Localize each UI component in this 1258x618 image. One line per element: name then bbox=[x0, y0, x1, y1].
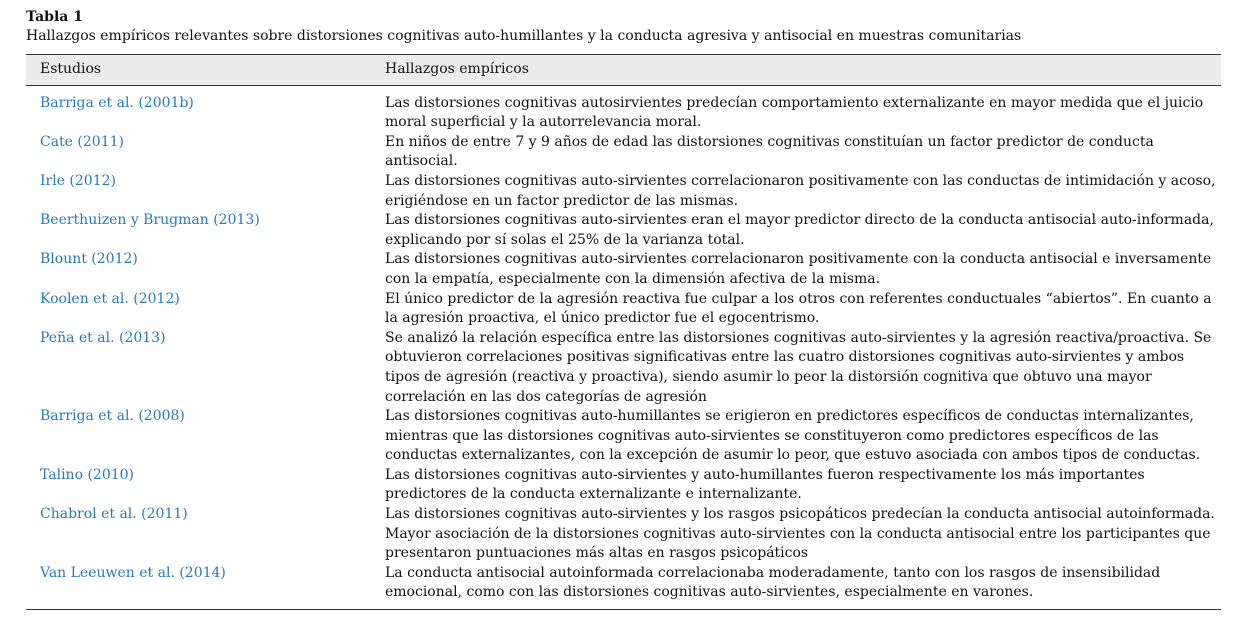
header-findings: Hallazgos empíricos bbox=[385, 61, 529, 77]
finding-text: El único predictor de la agresión reactiva fue culpar a los otros con referentes conductuales “abiertos”. En cuanto a la agresión proactiva, el único predictor fue el egocentrismo. bbox=[385, 290, 1212, 327]
table-row bbox=[26, 133, 1221, 172]
table-row bbox=[26, 407, 1221, 466]
table-caption: Hallazgos empíricos relevantes sobre distorsiones cognitivas auto-humillantes y la conducta agresiva y antisocial en muestras comunitarias bbox=[26, 28, 1022, 44]
study-link[interactable]: Barriga et al. (2008) bbox=[40, 408, 185, 425]
study-link[interactable]: Barriga et al. (2001b) bbox=[40, 94, 194, 111]
study-link[interactable]: Koolen et al. (2012) bbox=[40, 290, 180, 307]
study-link[interactable]: Chabrol et al. (2011) bbox=[40, 506, 188, 523]
table-row bbox=[26, 250, 1221, 289]
study-link[interactable]: Blount (2012) bbox=[40, 251, 138, 268]
table-row bbox=[26, 329, 1221, 407]
header-studies: Estudios bbox=[40, 61, 102, 77]
study-link[interactable]: Cate (2011) bbox=[40, 133, 124, 150]
table-row bbox=[26, 466, 1221, 505]
finding-text: Las distorsiones cognitivas autosirvientes predecían comportamiento externalizante en mayor medida que el juicio moral superficial y la autorrelevancia moral. bbox=[385, 94, 1204, 131]
finding-text: Las distorsiones cognitivas auto-sirvientes y los rasgos psicopáticos predecían la conducta antisocial autoinformada. Mayor asociación de la distorsiones cognitivas auto-sirvientes con la conducta antisocial entre los participantes que presentaron puntuaciones más altas en rasgos psicopáticos bbox=[385, 506, 1215, 562]
finding-text: Las distorsiones cognitivas auto-humillantes se erigieron en predictores específicos de conductas internalizantes, mientras que las distorsiones cognitivas auto-sirvientes se constituyeron como predictores específicos de las conductas externalizantes, con la excepción de asumir lo peor, que estuvo asociada con ambos tipos de conductas. bbox=[385, 408, 1201, 464]
table-row bbox=[26, 564, 1221, 610]
study-link[interactable]: Van Leeuwen et al. (2014) bbox=[40, 564, 226, 581]
finding-text: Las distorsiones cognitivas auto-sirvientes eran el mayor predictor directo de la conducta antisocial auto-informada, explicando por sí solas el 25% de la varianza total. bbox=[385, 212, 1214, 248]
findings-table bbox=[26, 54, 1221, 610]
study-link[interactable]: Talino (2010) bbox=[40, 466, 135, 483]
table-header-row bbox=[26, 55, 1221, 86]
study-link[interactable]: Beerthuizen y Brugman (2013) bbox=[40, 212, 260, 229]
finding-text: En niños de entre 7 y 9 años de edad las distorsiones cognitivas constituían un factor predictor de conducta antisocial. bbox=[385, 133, 1154, 170]
table-title: Tabla 1 bbox=[26, 9, 83, 25]
finding-text: La conducta antisocial autoinformada correlacionaba moderadamente, tanto con los rasgos de insensibilidad emocional, como con las distorsiones cognitivas auto-sirvientes, especialmente en varones. bbox=[385, 564, 1161, 601]
study-link[interactable]: Irle (2012) bbox=[40, 172, 116, 189]
table-row bbox=[26, 290, 1221, 329]
table-row bbox=[26, 211, 1221, 250]
table-row bbox=[26, 505, 1221, 564]
table-row bbox=[26, 85, 1221, 133]
finding-text: Se analizó la relación específica entre las distorsiones cognitivas auto-sirvientes y la agresión reactiva/proactiva. Se obtuvieron correlaciones positivas significativas entre las cuatro distorsiones cognitivas auto-sirvientes y ambos tipos de agresión (reactiva y proactiva), siendo asumir lo peor la distorsión cognitiva que obtuvo una mayor correlación en las dos categorías de agresión bbox=[385, 329, 1212, 405]
finding-text: Las distorsiones cognitivas auto-sirvientes correlacionaron positivamente con la conducta antisocial e inversamente con la empatía, especialmente con la dimensión afectiva de la misma. bbox=[385, 251, 1212, 287]
study-link[interactable]: Peña et al. (2013) bbox=[40, 329, 166, 346]
finding-text: Las distorsiones cognitivas auto-sirvientes y auto-humillantes fueron respectivamente los más importantes predictores de la conducta externalizante e internalizante. bbox=[385, 466, 1145, 503]
finding-text: Las distorsiones cognitivas auto-sirvientes correlacionaron positivamente con las conductas de intimidación y acoso, erigiéndose en un factor predictor de las mismas. bbox=[385, 172, 1216, 209]
table-row bbox=[26, 172, 1221, 211]
